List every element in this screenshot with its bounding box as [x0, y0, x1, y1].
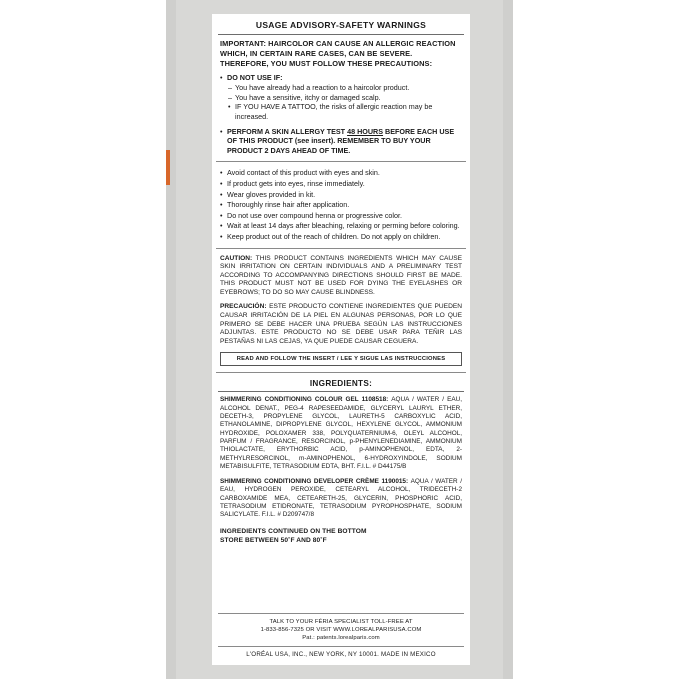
- panel-footer: [212, 613, 470, 659]
- footer-legal-line: L'ORÉAL USA, INC., NEW YORK, NY 10001. MADE IN MEXICO: [218, 646, 464, 659]
- developer-list: AQUA / WATER / EAU, HYDROGEN PEROXIDE, CETEARYL ALCOHOL, TRIDECETH-2 CARBOXAMIDE MEA, CETEARETH-25, GLYCERIN, PHOSPHORIC ACID, TETRASODIUM ETIDRONATE, TETRASODIUM PYROPHOSPHATE, SODIUM SALICYLATE. F.I.L. # D209747/8: [220, 478, 462, 519]
- package-left-edge: [166, 0, 176, 679]
- ingredients-heading: INGREDIENTS:: [309, 379, 373, 389]
- precaution-item-1: Avoid contact of this product with eyes and skin.: [227, 168, 380, 178]
- package-right-edge: [503, 0, 513, 679]
- list-item: [220, 200, 462, 210]
- list-item: [228, 93, 462, 103]
- dash-glyph-icon: –: [228, 83, 232, 93]
- list-item: [228, 102, 462, 121]
- bullet-glyph-icon: •: [220, 221, 223, 231]
- precaution-item-2: If product gets into eyes, rinse immediately.: [227, 178, 365, 188]
- caution-text-en: THIS PRODUCT CONTAINS INGREDIENTS WHICH MAY CAUSE SKIN IRRITATION ON CERTAIN INDIVIDUALS AND A PRELIMINARY TEST ACCORDING TO ACCOMPANYING DIRECTIONS SHOULD FIRST BE MADE. THIS PRODUCT MUST NOT BE USED FOR DYING THE EYELASHES OR EYEBROWS; TO DO SO MAY CAUSE BLINDNESS.: [220, 254, 462, 296]
- precaution-item-6: Wait at least 14 days after bleaching, relaxing or perming before coloring.: [227, 221, 460, 231]
- colour-gel-code: 1108518:: [358, 396, 392, 404]
- footer-patents[interactable]: Pat.: patents.lorealparis.com: [302, 635, 380, 641]
- do-not-use-list: [228, 83, 462, 121]
- title-divider: [218, 34, 464, 35]
- allergy-test-post: BEFORE EACH USE OF THIS PRODUCT (see insert). REMEMBER TO BUY YOUR PRODUCT 2 DAYS AHEAD OF TIME.: [227, 126, 455, 155]
- bullet-glyph-icon: •: [220, 210, 223, 220]
- caution-english: [212, 255, 470, 298]
- list-item: [220, 232, 462, 242]
- do-not-use-item-2: You have a sensitive, itchy or damaged scalp.: [235, 92, 381, 102]
- list-item: [220, 211, 462, 221]
- footer-phone-web[interactable]: 1-833-856-7325 OR VISIT WWW.LOREALPARISUSA.COM: [260, 627, 422, 633]
- bullet-glyph-icon: •: [220, 168, 223, 178]
- do-not-use-heading: [220, 73, 462, 83]
- bullet-glyph-icon: •: [220, 231, 223, 241]
- read-insert-callout: READ AND FOLLOW THE INSERT / LEE Y SIGUE LAS INSTRUCCIONES: [220, 352, 462, 366]
- storage-note: STORE BETWEEN 50˚F AND 80˚F: [220, 536, 327, 544]
- developer-name: SHIMMERING CONDITIONING DEVELOPER CRÈME: [220, 478, 379, 486]
- panel-title: USAGE ADVISORY-SAFETY WARNINGS: [255, 20, 427, 30]
- precaution-item-4: Thoroughly rinse hair after application.: [227, 200, 350, 210]
- bullet-glyph-icon: •: [220, 126, 223, 136]
- allergy-test-hours: 48 HOURS: [347, 126, 384, 136]
- list-item: [220, 190, 462, 200]
- warning-section: [212, 39, 470, 155]
- developer-code: 1190015:: [378, 478, 411, 486]
- list-item: [228, 83, 462, 93]
- bullet-glyph-icon: •: [220, 200, 223, 210]
- ingredients-divider: [218, 391, 464, 392]
- caution-label-es: PRECAUCIÓN:: [220, 303, 267, 311]
- colour-gel-list: AQUA / WATER / EAU, ALCOHOL DENAT., PEG-4 RAPESEEDAMIDE, GLYCERYL LAURYL ETHER, DECETH-3, PROPYLENE GLYCOL, LAURETH-5 CARBOXYLIC ACID, ETHANOLAMINE, DIPROPYLENE GLYCOL, HEXYLENE GLYCOL, AMMONIUM HYDROXIDE, POLOXAMER 338, POLYQUATERNIUM-6, OLEYL ALCOHOL, PARFUM / FRAGRANCE, RESORCINOL, p-PHENYLENEDIAMINE, AMMONIUM THIOLACTATE, ERYTHORBIC ACID, p-AMINOPHENOL, EDTA, 2-METHYLRESORCINOL, m-AMINOPHENOL, 6-HYDROXYINDOLE, SODIUM METABISULFITE, TETRASODIUM EDTA, BHT. F.I.L. # D44175/B: [220, 396, 462, 470]
- allergy-test-note: [220, 127, 462, 156]
- section-divider: [216, 248, 466, 249]
- orange-accent-stripe: [166, 150, 170, 185]
- ingredients-continued-note: INGREDIENTS CONTINUED ON THE BOTTOM: [220, 527, 367, 535]
- precaution-item-7: Keep product out of the reach of children. Do not apply on children.: [227, 231, 441, 241]
- important-paragraph: IMPORTANT: HAIRCOLOR CAN CAUSE AN ALLERGIC REACTION WHICH, IN CERTAIN RARE CASES, CAN BE SEVERE. THEREFORE, YOU MUST FOLLOW THESE PRECAUTIONS:: [220, 39, 456, 69]
- precaution-item-5: Do not use over compound henna or progressive color.: [227, 210, 402, 220]
- bullet-glyph-icon: •: [228, 102, 231, 112]
- ingredients-colour-gel: [212, 396, 470, 471]
- precaution-item-3: Wear gloves provided in kit.: [227, 189, 316, 199]
- caution-spanish: [212, 303, 470, 346]
- allergy-test-pre: PERFORM A SKIN ALLERGY TEST: [227, 126, 348, 136]
- bullet-glyph-icon: •: [220, 178, 223, 188]
- list-item: [220, 179, 462, 189]
- colour-gel-name: SHIMMERING CONDITIONING COLOUR GEL: [220, 396, 359, 404]
- bullet-glyph-icon: •: [220, 189, 223, 199]
- do-not-use-item-3: IF YOU HAVE A TATTOO, the risks of allergic reaction may be increased.: [235, 102, 433, 121]
- bullet-glyph-icon: •: [220, 72, 223, 82]
- ingredients-developer-creme: [212, 478, 470, 519]
- usage-advisory-panel: [212, 14, 470, 665]
- list-item: [220, 221, 462, 231]
- precautions-section: [212, 168, 470, 241]
- do-not-use-label: DO NOT USE IF:: [227, 72, 283, 82]
- section-divider: [216, 161, 466, 162]
- caution-text-es: ESTE PRODUCTO CONTIENE INGREDIENTES QUE PUEDEN CAUSAR IRRITACIÓN DE LA PIEL EN ALGUNAS PERSONAS, POR LO QUE PRIMERO SE DEBE HACER UNA PRUEBA SEGÚN LAS INSTRUCCIONES ADJUNTAS. ESTE PRODUCTO NO SE DEBE USAR PARA TEÑIR LAS PESTAÑAS NI LAS CEJAS, YA QUE PUEDE CAUSAR CEGUERA.: [220, 303, 462, 345]
- footer-contact-line: TALK TO YOUR FÉRIA SPECIALIST TOLL-FREE AT: [269, 619, 413, 625]
- caution-label-en: CAUTION:: [220, 254, 253, 262]
- list-item: [220, 168, 462, 178]
- dash-glyph-icon: –: [228, 92, 232, 102]
- section-divider: [216, 372, 466, 373]
- footer-divider: [218, 613, 464, 614]
- do-not-use-item-1: You have already had a reaction to a haircolor product.: [235, 83, 410, 93]
